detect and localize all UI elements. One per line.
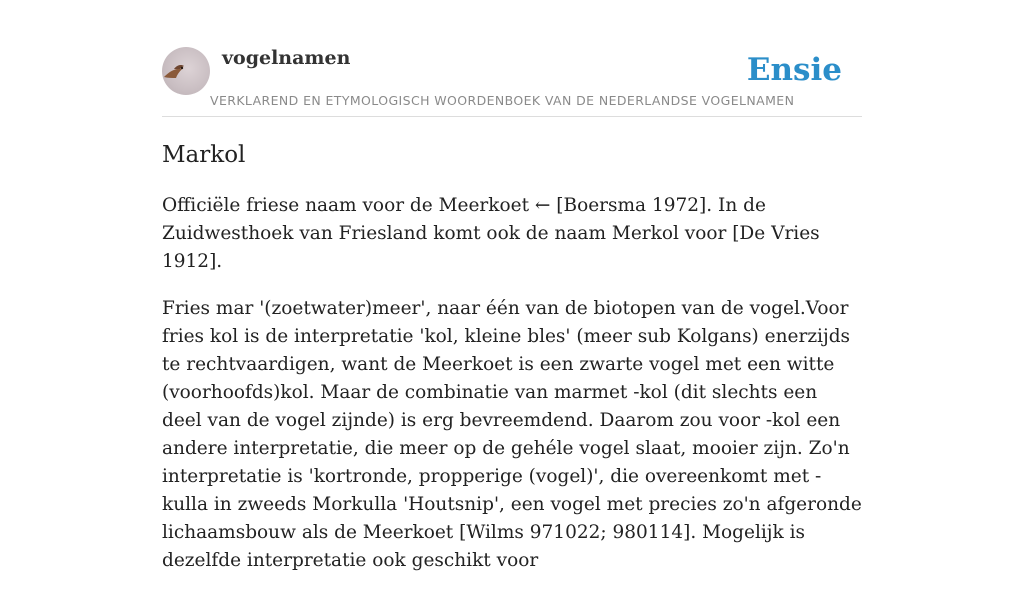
- bird-icon: [162, 47, 210, 95]
- ensie-logo[interactable]: Ensie: [746, 52, 842, 88]
- entry-title: Markol: [162, 142, 246, 168]
- site-name[interactable]: vogelnamen: [222, 47, 351, 69]
- page-container: [162, 0, 862, 571]
- entry-content: [162, 192, 862, 594]
- site-subtitle: VERKLAREND EN ETYMOLOGISCH WOORDENBOEK VAN DE NEDERLANDSE VOGELNAMEN: [210, 93, 795, 108]
- site-avatar[interactable]: [162, 47, 210, 95]
- entry-paragraph: Fries mar '(zoetwater)meer', naar één van de biotopen van de vogel.Voor fries kol is de interpretatie 'kol, kleine bles' (meer sub Kolgans) enerzijds te rechtvaardigen, want de Meerkoet is een zwarte vogel met een witte (voorhoofds)kol. Maar de combinatie van marmet -kol (dit slechts een deel van de vogel zijnde) is erg bevreemdend. Daarom zou voor -kol een andere interpretatie, die meer op de gehéle vogel slaat, mooier zijn. Zo'n interpretatie is 'kortronde, propperige (vogel)', die overeenkomt met -kulla in zweeds Morkulla 'Houtsnip', een vogel met precies zo'n afgeronde lichaamsbouw als de Meerkoet [Wilms 971022; 980114]. Mogelijk is dezelfde interpretatie ook geschikt voor: [162, 298, 862, 571]
- site-header: [162, 0, 862, 117]
- entry-paragraph: Officiële friese naam voor de Meerkoet ← [Boersma 1972]. In de Zuidwesthoek van Friesland komt ook de naam Merkol voor [De Vries 1912].: [162, 195, 820, 272]
